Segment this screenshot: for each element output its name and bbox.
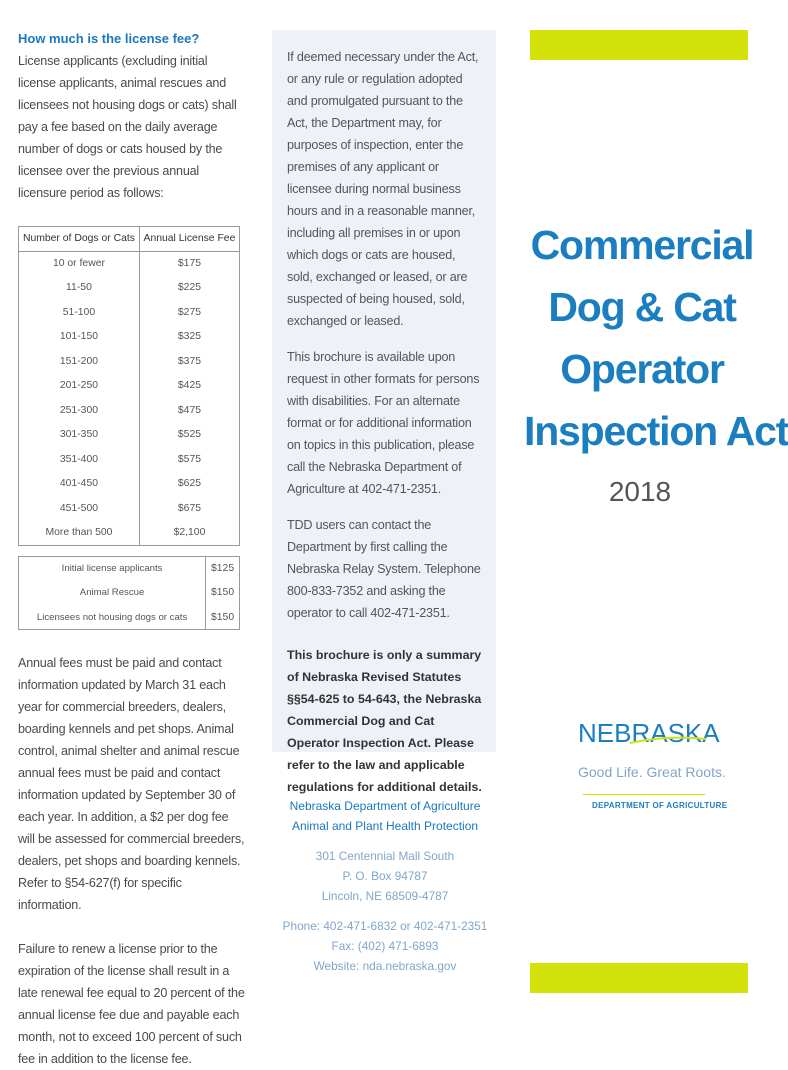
fee-table [18, 226, 240, 546]
table-row [19, 374, 240, 399]
fee-section [18, 30, 248, 1070]
fee-cell: $325 [139, 325, 239, 350]
fee-cell: $425 [139, 374, 239, 399]
table-row [19, 300, 240, 325]
dog-count-cell: 201-250 [19, 374, 140, 399]
address-line: P. O. Box 94787 [342, 869, 428, 883]
fee-cell: $150 [206, 605, 240, 630]
brochure-title [524, 214, 788, 462]
dog-count-cell: 151-200 [19, 349, 140, 374]
nebraska-logo [578, 718, 720, 749]
dog-count-cell: 251-300 [19, 398, 140, 423]
license-type-cell: Initial license applicants [19, 556, 206, 581]
fee-table-header: Annual License Fee [139, 227, 239, 252]
fax-line: Fax: (402) 471-6893 [331, 939, 439, 953]
license-type-cell: Animal Rescue [19, 581, 206, 606]
fee-cell: $150 [206, 581, 240, 606]
bottom-accent-bar [530, 963, 748, 993]
alternate-format-text: This brochure is available upon request in other formats for persons with disabilities. For an alternate format or for additional information on topics in this publication, please call the Nebraska Department of Agriculture at 402-471-2351. [287, 350, 480, 496]
dog-count-cell: 11-50 [19, 276, 140, 301]
license-type-cell: Licensees not housing dogs or cats [19, 605, 206, 630]
address-line: Lincoln, NE 68509-4787 [321, 889, 449, 903]
other-fees-table [18, 556, 240, 631]
phone-line: Phone: 402-471-6832 or 402-471-2351 [282, 919, 488, 933]
dog-count-cell: 351-400 [19, 447, 140, 472]
table-row [19, 398, 240, 423]
division-name: Animal and Plant Health Protection [291, 819, 479, 833]
late-fee-text: Failure to renew a license prior to the expiration of the license shall result in a late renewal fee equal to 20 percent of the annual license fee due and payable each month, not to exceed 100 percent of such fee in addition to the license fee. [18, 942, 245, 1066]
inspection-text: If deemed necessary under the Act, or any rule or regulation adopted and promulgated pursuant to the Act, the Department may, for purposes of inspection, enter the premises of any applicant or licensee during normal business hours and in a reasonable manner, including all premises in or upon which dogs or cats are housed, sold, exchanged or leased, or are suspected of being housed, sold, exchanged or leased. [287, 50, 479, 328]
table-row [19, 521, 240, 546]
table-row [19, 423, 240, 448]
title-line: Inspection Act [524, 408, 788, 454]
top-accent-bar [530, 30, 748, 60]
fee-heading: How much is the license fee? [18, 31, 200, 46]
fee-cell: $375 [139, 349, 239, 374]
divider [583, 794, 705, 795]
logo-wordmark: NEBRASKA [578, 718, 720, 748]
title-line: Operator [560, 346, 724, 392]
table-row [19, 447, 240, 472]
address-line: 301 Centennial Mall South [315, 849, 455, 863]
dog-count-cell: 451-500 [19, 496, 140, 521]
fee-cell: $125 [206, 556, 240, 581]
contact-block [272, 796, 498, 976]
dog-count-cell: 101-150 [19, 325, 140, 350]
year-label: 2018 [608, 476, 672, 507]
table-row [19, 251, 240, 276]
title-line: Commercial [530, 222, 754, 268]
table-row [19, 472, 240, 497]
table-row [19, 556, 240, 581]
fee-cell: $2,100 [139, 521, 239, 546]
dog-count-cell: More than 500 [19, 521, 140, 546]
tagline: Good Life. Great Roots. [578, 764, 726, 780]
dog-count-cell: 10 or fewer [19, 251, 140, 276]
table-row [19, 349, 240, 374]
fee-table-header: Number of Dogs or Cats [19, 227, 140, 252]
table-row [19, 581, 240, 606]
dog-count-cell: 301-350 [19, 423, 140, 448]
dog-count-cell: 51-100 [19, 300, 140, 325]
title-line: Dog & Cat [548, 284, 736, 330]
fee-cell: $675 [139, 496, 239, 521]
fee-cell: $475 [139, 398, 239, 423]
table-row [19, 496, 240, 521]
fee-cell: $625 [139, 472, 239, 497]
fee-intro: License applicants (excluding initial license applicants, animal rescues and licensees not housing dogs or cats) shall pay a fee based on the daily average number of dogs or cats housed by the licensee over the previous annual licensure period as follows: [18, 54, 237, 200]
table-row [19, 605, 240, 630]
fee-cell: $225 [139, 276, 239, 301]
logo-swoosh-icon [578, 734, 710, 748]
department-label: DEPARTMENT OF AGRICULTURE [592, 801, 728, 810]
fee-cell: $175 [139, 251, 239, 276]
website-link[interactable]: Website: nda.nebraska.gov [313, 959, 457, 973]
dog-count-cell: 401-450 [19, 472, 140, 497]
summary-text: This brochure is only a summary of Nebraska Revised Statutes §§54-625 to 54-643, the Nebraska Commercial Dog and Cat Operator Inspection Act. Please refer to the law and applicable regulations for additional details. [287, 648, 482, 794]
fee-cell: $275 [139, 300, 239, 325]
annual-fees-text: Annual fees must be paid and contact information updated by March 31 each year for commercial breeders, dealers, boarding kennels and pet shops. Animal control, animal shelter and animal rescue annual fees must be paid and contact information updated by September 30 of each year. In addition, a $2 per dog fee will be assessed for commercial breeders, dealers, pet shops and boarding kennels. Refer to §54-627(f) for specific information. [18, 656, 245, 912]
fee-cell: $575 [139, 447, 239, 472]
table-row [19, 325, 240, 350]
org-name: Nebraska Department of Agriculture [289, 799, 481, 813]
info-panel [272, 30, 496, 794]
tdd-text: TDD users can contact the Department by first calling the Nebraska Relay System. Telephone 800-833-7352 and asking the operator to call 402-471-2351. [287, 518, 481, 620]
fee-cell: $525 [139, 423, 239, 448]
table-row [19, 276, 240, 301]
